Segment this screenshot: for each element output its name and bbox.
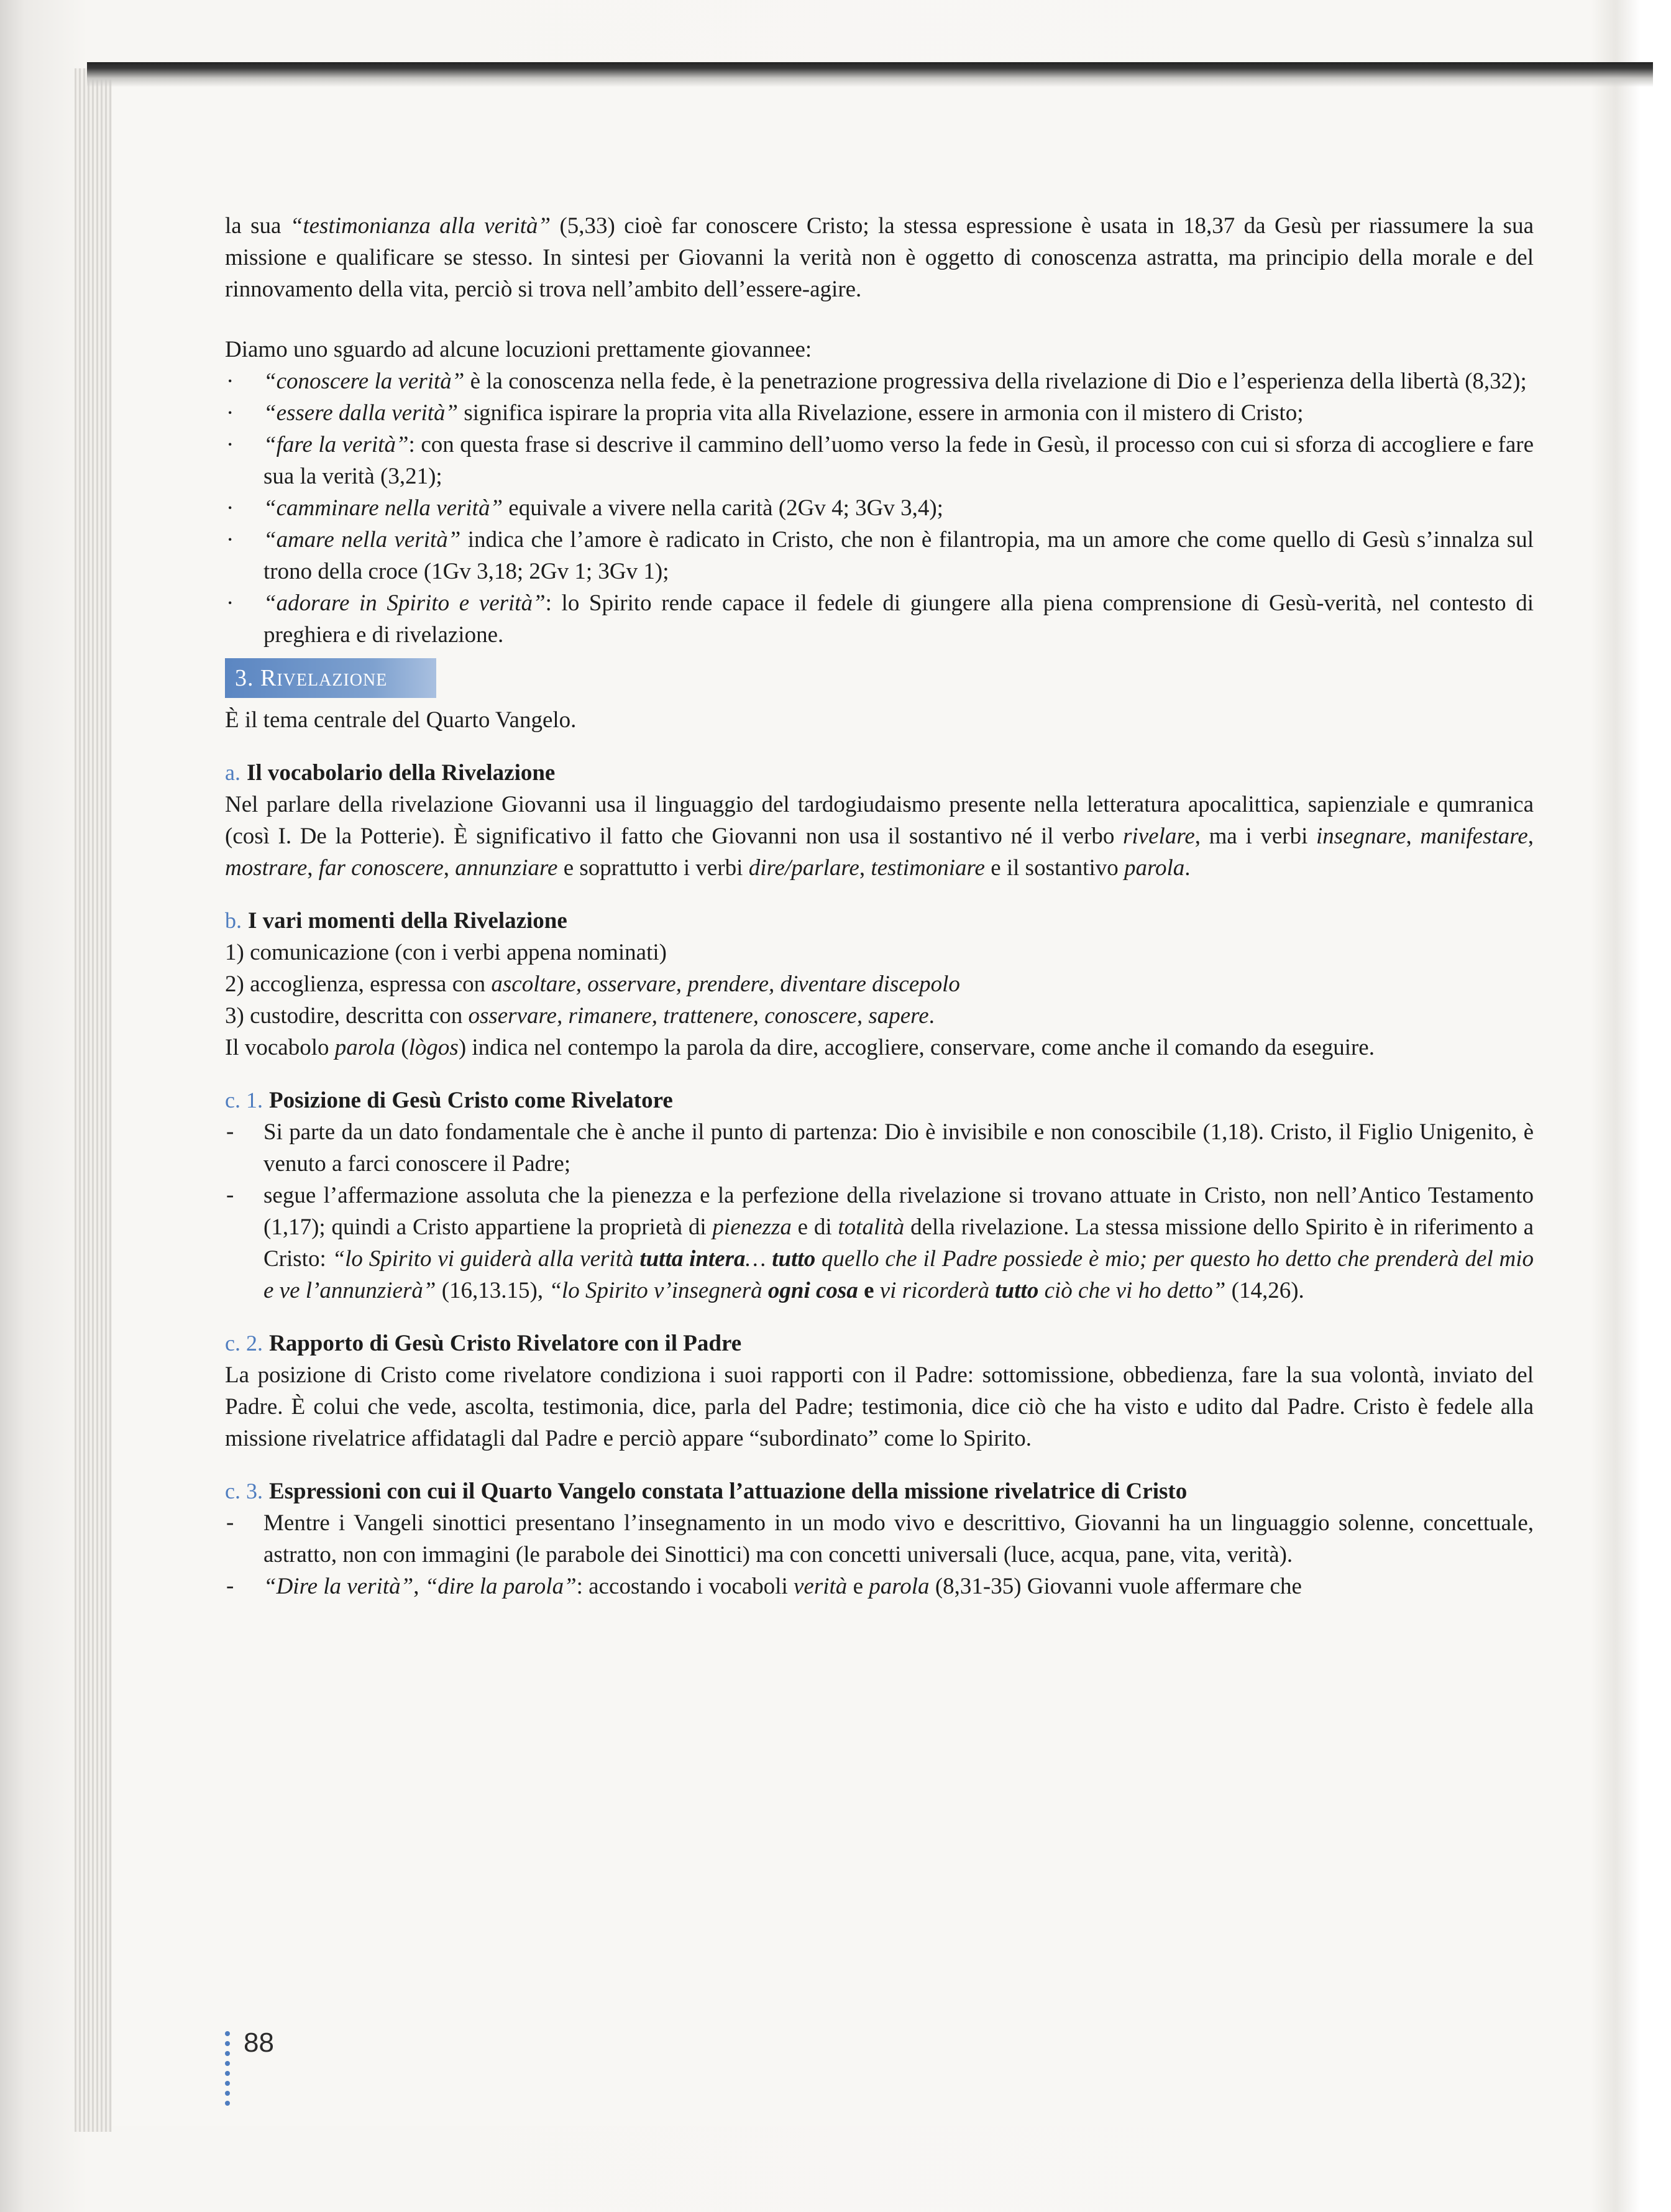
footer-dot-icon — [225, 2091, 230, 2096]
list-item: 1) comunicazione (con i verbi appena nominati) — [225, 940, 667, 965]
footer-dot-icon — [225, 2081, 230, 2086]
list-item: - segue l’affermazione assoluta che la pienezza e la perfezione della rivelazione si trovano attuate in Cristo, non nell’Antico Testamento (1,17); quindi a Cristo appartiene la proprietà di pienezza e di totalità della rivelazione. La stessa missione dello Spirito è in riferimento a Cristo: “lo Spirito vi guiderà alla verità tutta intera… tutto quello che il Padre possiede è mio; per questo ho detto che prenderà del mio e ve l’annunzierà” (16,13.15), “lo Spirito v’insegnerà ogni cosa e vi ricorderà tutto ciò che vi ho detto” (14,26). — [225, 1180, 1534, 1306]
subheading-b: b. I vari momenti della Rivelazione — [225, 908, 567, 934]
list-item: · “amare nella verità” indica che l’amore è radicato in Cristo, che non è filantropia, ma un amore che come quello di Gesù s’innalza sul trono della croce (1Gv 3,18; 2Gv 1; 3Gv 1); — [225, 524, 1534, 587]
page-stack-edge — [75, 68, 112, 2132]
footer-dot-icon — [225, 2041, 230, 2046]
paragraph-c2: La posizione di Cristo come rivelatore condiziona i suoi rapporti con il Padre: sottomissione, obbedienza, fare la sua volontà, inviato del Padre. È colui che vede, ascolta, testimonia, dice, parla del Padre; testimonia, dice ciò che ha visto e udito dal Padre. Cristo è fedele alla missione rivelatrice affidatagli dal Padre e perciò appare “subordinato” come lo Spirito. — [225, 1362, 1534, 1451]
list-item: · “conoscere la verità” è la conoscenza nella fede, è la penetrazione progressiva della rivelazione di Dio e l’esperienza della libertà (8,32); — [225, 365, 1534, 397]
list-item: - Mentre i Vangeli sinottici presentano l’insegnamento in un modo vivo e descrittivo, Giovanni ha un linguaggio solenne, concettuale, astratto, non con immagini (le parabole dei Sinottici) ma con concetti universali (luce, acqua, pane, vita, verità). — [225, 1507, 1534, 1571]
subheading-c2: c. 2. Rapporto di Gesù Cristo Rivelatore con il Padre — [225, 1331, 742, 1356]
list-item: · “adorare in Spirito e verità”: lo Spirito rende capace il fedele di giungere alla piena comprensione di Gesù-verità, nel contesto di preghiera e di rivelazione. — [225, 587, 1534, 651]
page-content — [225, 210, 1534, 1602]
steps-list — [225, 937, 1534, 1032]
locuzioni-intro: Diamo uno sguardo ad alcune locuzioni prettamente giovannee: — [225, 337, 812, 362]
footer-dot-icon — [225, 2031, 230, 2036]
subheading-c1: c. 1. Posizione di Gesù Cristo come Rivelatore — [225, 1088, 673, 1113]
footer-dot-icon — [225, 2051, 230, 2056]
section-heading-rivelazione: 3. RIVELAZIONE — [225, 658, 436, 698]
list-item: - Si parte da un dato fondamentale che è anche il punto di partenza: Dio è invisibile e non conoscibile (1,18). Cristo, il Figlio Unigenito, è venuto a farci conoscere il Padre; — [225, 1116, 1534, 1180]
intro-paragraph: la sua “testimonianza alla verità” (5,33) cioè far conoscere Cristo; la stessa espressione è usata in 18,37 da Gesù per riassumere la sua missione e qualificare se stesso. In sintesi per Giovanni la verità non è oggetto di conoscenza astratta, ma principio della morale e del rinnovamento della vita, perciò si trova nell’ambito dell’essere-agire. — [225, 213, 1534, 302]
footer-dot-icon — [225, 2061, 230, 2066]
subheading-c3: c. 3. Espressioni con cui il Quarto Vangelo constata l’attuazione della missione rivelatrice di Cristo — [225, 1479, 1188, 1504]
c3-list — [225, 1507, 1534, 1602]
list-item: · “fare la verità”: con questa frase si descrive il cammino dell’uomo verso la fede in Gesù, il processo con cui si sforza di accogliere e fare sua la verità (3,21); — [225, 429, 1534, 492]
list-item: · “essere dalla verità” significa ispirare la propria vita alla Rivelazione, essere in armonia con il mistero di Cristo; — [225, 397, 1534, 429]
list-item: · “camminare nella verità” equivale a vivere nella carità (2Gv 4; 3Gv 3,4); — [225, 492, 1534, 524]
section-intro: È il tema centrale del Quarto Vangelo. — [225, 707, 577, 733]
book-top-edge — [87, 62, 1653, 87]
footer-dot-icon — [225, 2101, 230, 2106]
subheading-a: a. Il vocabolario della Rivelazione — [225, 760, 556, 786]
locuzioni-list — [225, 365, 1534, 651]
footer-dot-icon — [225, 2071, 230, 2076]
page-number: 88 — [244, 2027, 274, 2058]
list-item: - “Dire la verità”, “dire la parola”: accostando i vocaboli verità e parola (8,31-35) Giovanni vuole affermare che — [225, 1571, 1534, 1602]
paragraph-a: Nel parlare della rivelazione Giovanni usa il linguaggio del tardogiudaismo presente nella letteratura apocalittica, sapienziale e qumranica (così I. De la Potterie). È significativo il fatto che Giovanni non usa il sostantivo né il verbo rivelare, ma i verbi insegnare, manifestare, mostrare, far conoscere, annunziare e soprattutto i verbi dire/parlare, testimoniare e il sostantivo parola. — [225, 792, 1534, 881]
list-item: 3) custodire, descritta con osservare, rimanere, trattenere, conoscere, sapere. — [225, 1003, 935, 1029]
paragraph-b: Il vocabolo parola (lògos) indica nel contempo la parola da dire, accogliere, conservare, come anche il comando da eseguire. — [225, 1035, 1375, 1060]
list-item: 2) accoglienza, espressa con ascoltare, osservare, prendere, diventare discepolo — [225, 971, 960, 997]
c1-list — [225, 1116, 1534, 1306]
